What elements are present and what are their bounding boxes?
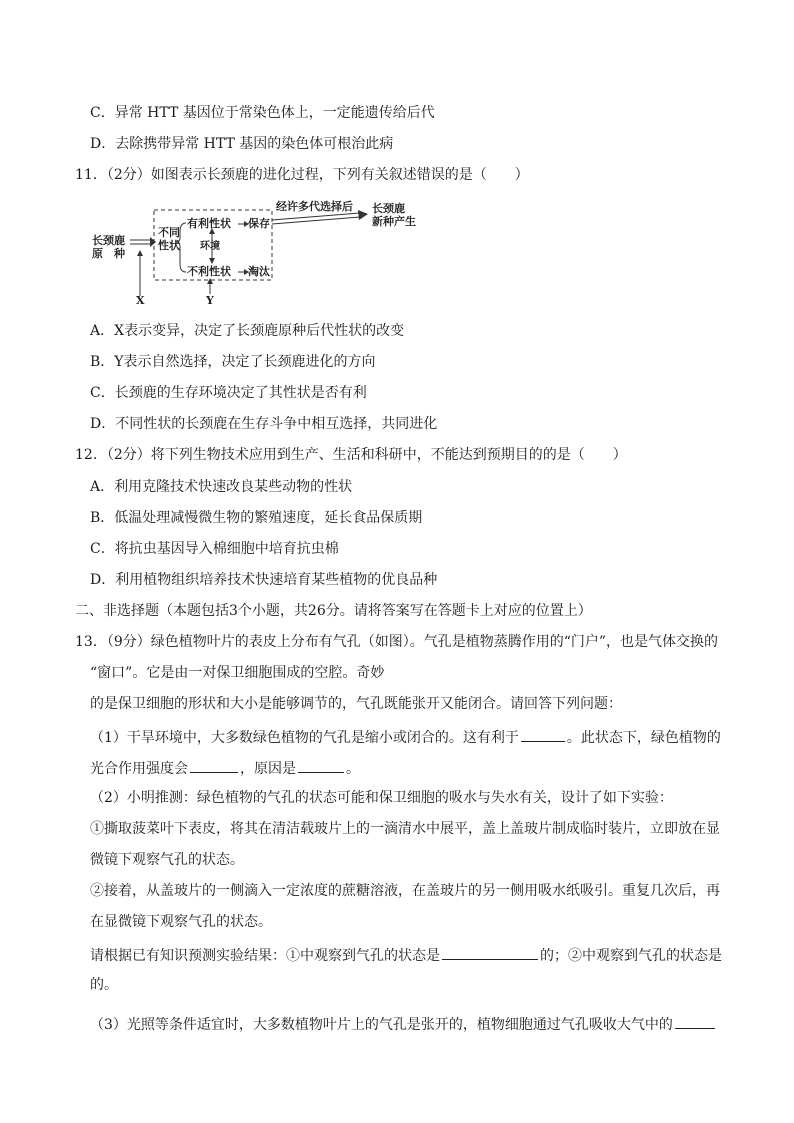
section-2-heading: 二、非选择题（本题包括3个小题，共26分。请将答案写在答题卡上对应的位置上） bbox=[75, 603, 592, 619]
evolution-diagram bbox=[90, 196, 450, 308]
question-11-stem: 11．（2分）如图表示长颈鹿的进化过程，下列有关叙述错误的是（ ） bbox=[75, 167, 529, 183]
q13-part1-line1 bbox=[90, 727, 721, 747]
q13-part2-intro: （2）小明推测：绿色植物的气孔的状态可能和保卫细胞的吸水与失水有关，设计了如下实验： bbox=[90, 790, 673, 806]
q10-option-d: D．去除携带异常 HTT 基因的染色体可根治此病 bbox=[90, 136, 394, 152]
label-x: X bbox=[136, 294, 145, 307]
q13-part1-text-c: 光合作用强度会 bbox=[90, 761, 188, 777]
q11-option-b: B．Y表示自然选择，决定了长颈鹿进化的方向 bbox=[90, 354, 376, 370]
q11-option-a: A．X表示变异，决定了长颈鹿原种后代性状的改变 bbox=[90, 323, 405, 339]
q11-option-d: D．不同性状的长颈鹿在生存斗争中相互选择，共同进化 bbox=[90, 416, 438, 432]
question-13-stem-3: 的是保卫细胞的形状和大小是能够调节的，气孔既能张开又能闭合。请回答下列问题： bbox=[90, 696, 622, 712]
q13-part1-text-e: 。 bbox=[346, 761, 360, 777]
q13-prediction-line2: 的。 bbox=[90, 977, 118, 993]
answer-blank-4[interactable] bbox=[442, 945, 538, 960]
question-12-stem: 12．（2分）将下列生物技术应用到生产、生活和科研中，不能达到预期目的的是（ ） bbox=[75, 447, 627, 463]
label-environment: 环境 bbox=[200, 241, 220, 252]
q13-part1-text-a: （1）干旱环境中，大多数绿色植物的气孔是缩小或闭合的。这有利于 bbox=[90, 730, 519, 746]
label-preserve: 保存 bbox=[248, 217, 270, 230]
q12-option-c: C．将抗虫基因导入棉细胞中培育抗虫棉 bbox=[90, 541, 339, 557]
label-y: Y bbox=[206, 294, 214, 307]
q12-option-b: B．低温处理减慢微生物的繁殖速度，延长食品保质期 bbox=[90, 510, 423, 526]
q13-step2-line2: 在显微镜下观察气孔的状态。 bbox=[90, 914, 272, 930]
answer-blank-2[interactable] bbox=[190, 758, 238, 773]
q11-option-c: C．长颈鹿的生存环境决定了其性状是否有利 bbox=[90, 385, 367, 401]
q13-part1-line2 bbox=[90, 758, 360, 778]
label-unfavorable-traits: 不利性状 bbox=[187, 265, 231, 278]
q12-option-a: A．利用克隆技术快速改良某些动物的性状 bbox=[90, 479, 353, 495]
q10-option-c: C．异常 HTT 基因位于常染色体上，一定能遗传给后代 bbox=[90, 105, 435, 121]
q13-prediction-line1 bbox=[90, 945, 722, 965]
label-different-traits: 不同 性状 bbox=[158, 226, 180, 252]
answer-blank-5[interactable] bbox=[675, 1014, 715, 1029]
q13-step1-line1: ①撕取菠菜叶下表皮，将其在清洁载玻片上的一滴清水中展平，盖上盖玻片制成临时装片，立即放在显 bbox=[90, 821, 720, 837]
label-eliminate: 淘汰 bbox=[248, 265, 270, 278]
answer-blank-3[interactable] bbox=[298, 758, 344, 773]
q13-prediction-text-a: 请根据已有知识预测实验结果：①中观察到气孔的状态是 bbox=[90, 948, 440, 964]
q12-option-d: D．利用植物组织培养技术快速培育某些植物的优良品种 bbox=[90, 572, 438, 588]
label-favorable-traits: 有利性状 bbox=[187, 217, 231, 230]
answer-blank-1[interactable] bbox=[521, 727, 565, 742]
q13-part1-text-d: ，原因是 bbox=[240, 761, 296, 777]
q13-step1-line2: 微镜下观察气孔的状态。 bbox=[90, 852, 244, 868]
label-new-species: 长颈鹿 新种产生 bbox=[372, 202, 416, 228]
question-13-stem: 13．（9分）绿色植物叶片的表皮上分布有气孔（如图）。气孔是植物蒸腾作用的“门户”，也是气体交换的 bbox=[75, 634, 719, 650]
q13-step2-line1: ②接着，从盖玻片的一侧滴入一定浓度的蔗糖溶液，在盖玻片的另一侧用吸水纸吸引。重复几次后，再 bbox=[90, 883, 720, 899]
question-13-stem-2: “窗口”。它是由一对保卫细胞围成的空腔。奇妙 bbox=[90, 665, 385, 681]
q13-part3-text: （3）光照等条件适宜时，大多数植物叶片上的气孔是张开的，植物细胞通过气孔吸收大气中的 bbox=[90, 1017, 673, 1033]
label-origin: 长颈鹿 原 种 bbox=[92, 234, 125, 260]
q13-part1-text-b: 。此状态下，绿色植物的 bbox=[566, 730, 721, 746]
label-selection: 经许多代选择后 bbox=[276, 200, 353, 213]
q13-prediction-text-b: 的；②中观察到气孔的状态是 bbox=[540, 948, 722, 964]
q13-part3-line1 bbox=[90, 1014, 717, 1034]
